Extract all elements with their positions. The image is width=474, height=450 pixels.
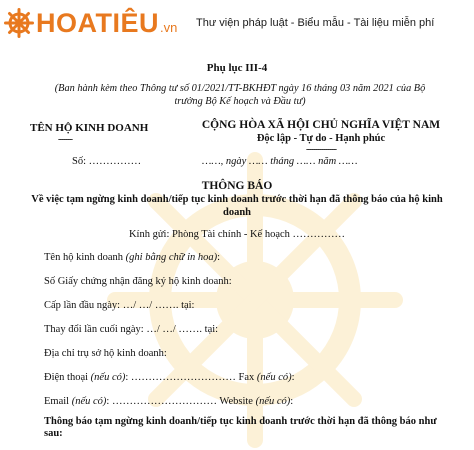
field-registration-certificate xyxy=(44,276,232,287)
motto: Độc lập - Tự do - Hạnh phúc xyxy=(256,133,386,144)
field-address xyxy=(44,348,167,359)
field-mid: : ………………………… Website xyxy=(106,396,256,407)
field-colon: : xyxy=(217,252,221,263)
closing-statement: Thông báo tạm ngừng kinh doanh/tiếp tục kinh doanh trước thời hạn đã thông báo như sau: xyxy=(44,416,437,439)
field-first-issued xyxy=(44,300,194,311)
field-hint: (nếu có) xyxy=(90,372,126,383)
field-last-changed xyxy=(44,324,218,335)
field-colon: : xyxy=(290,396,294,407)
issued-with-note: (Ban hành kèm theo Thông tư số 01/2021/TT-BKHĐT ngày 16 tháng 03 năm 2021 của Bộ trưởng Bộ Kế hoạch và Đầu tư) xyxy=(54,83,426,107)
site-tagline: Thư viện pháp luật - Biểu mẫu - Tài liệu miễn phí xyxy=(196,17,435,29)
field-hint: (ghi bằng chữ in hoa) xyxy=(125,252,218,263)
brand-name: HOATIÊU xyxy=(36,7,159,38)
field-label: Tên hộ kinh doanh xyxy=(44,252,126,263)
field-hint: (nếu có) xyxy=(71,396,107,407)
field-mid: : ………………………… Fax xyxy=(125,372,257,383)
field-label: Địa chỉ trụ sở hộ kinh doanh: xyxy=(44,348,167,359)
field-business-name xyxy=(44,252,220,263)
document-number: Số: …………… xyxy=(72,156,142,167)
field-label: Email xyxy=(44,396,72,407)
field-label: Cấp lần đầu ngày: …/ …/ ……. tại: xyxy=(44,300,195,311)
field-hint: (nếu có) xyxy=(255,396,291,407)
notice-subtitle: Về việc tạm ngừng kinh doanh/tiếp tục kinh doanh trước thời hạn đã thông báo của hộ kinh doanh xyxy=(31,194,443,218)
field-phone-fax xyxy=(44,372,295,383)
business-name-heading: TÊN HỘ KINH DOANH xyxy=(30,122,149,134)
field-label: Số Giấy chứng nhận đăng ký hộ kinh doanh: xyxy=(44,276,232,287)
ship-wheel-icon xyxy=(4,8,34,38)
motto-divider: --------------- xyxy=(306,144,336,154)
brand-tld: .vn xyxy=(160,19,178,35)
field-label: Thay đổi lần cuối ngày: …/ …/ ……. tại: xyxy=(44,324,219,335)
nation-heading: CỘNG HÒA XÃ HỘI CHỦ NGHĨA VIỆT NAM xyxy=(201,119,441,131)
appendix-label: Phụ lục III-4 xyxy=(206,62,268,74)
document-date: ……, ngày …… tháng …… năm …… xyxy=(202,156,358,167)
brand-logo[interactable] xyxy=(4,6,177,40)
addressee: Kính gửi: Phòng Tài chính - Kế hoạch …………… xyxy=(128,229,346,240)
field-hint: (nếu có) xyxy=(256,372,292,383)
field-label: Điện thoại xyxy=(44,372,91,383)
business-divider: ------- xyxy=(58,134,72,144)
field-colon: : xyxy=(291,372,295,383)
notice-title: THÔNG BÁO xyxy=(201,180,273,192)
field-email-website xyxy=(44,396,293,407)
